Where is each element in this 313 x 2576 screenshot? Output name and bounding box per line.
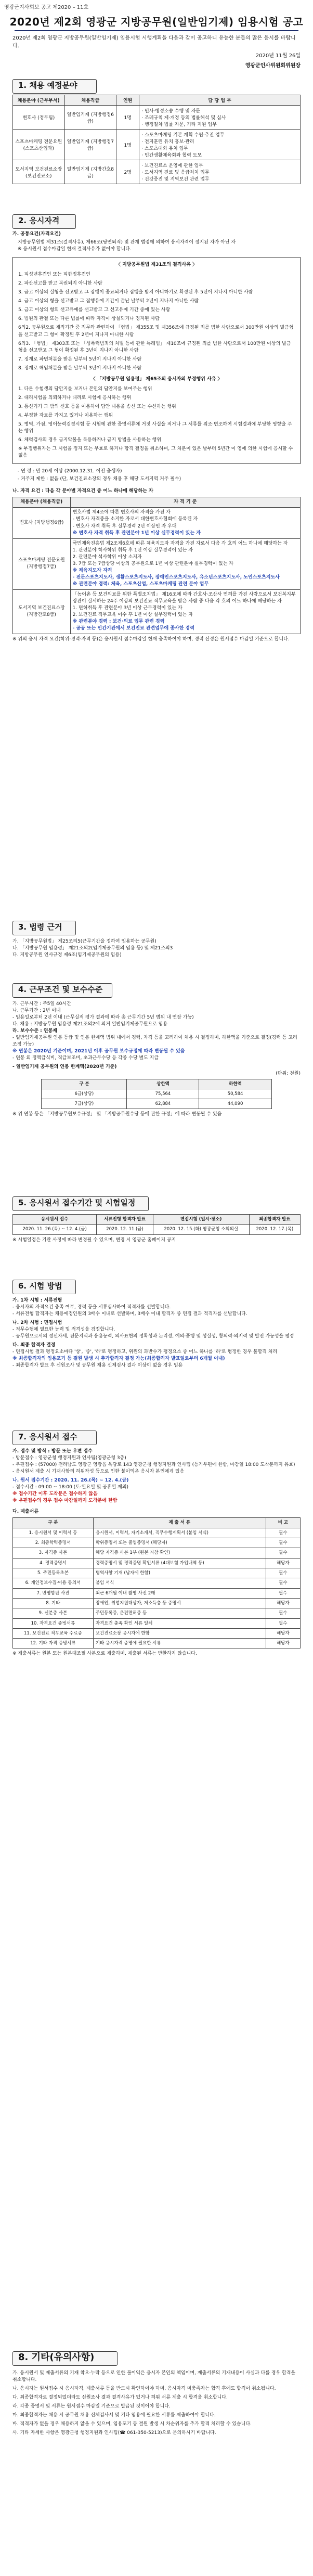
law-item: 나. 「지방공무원 임용령」 제21조의2(임기제공무원의 임용 등) 및 제21조의3: [12, 946, 173, 951]
doc-cell: 6. 개인정보수집·이용 동의서: [13, 1578, 94, 1588]
salary-detail: - 일반임기제공무원 연봉 등급 및 연봉 한계액 범위 내에서 경력, 자격 등을 고려하여 채용 시 결정하며, 하한액을 기준으로 결정(경력 등 고려 조정 가능): [12, 1035, 297, 1048]
law-item: 가. 「지방공무원법」 제25조의5(근무기간을 정하여 임용하는 공무원): [12, 939, 156, 944]
section-3-body: [12, 938, 301, 959]
table-row: [13, 1548, 301, 1558]
condition-line: 라. 보수수준 : 연봉제: [12, 1028, 57, 1034]
doc-cell: 필수: [266, 1588, 300, 1598]
section-5-title: 5. 응시원서 접수기간 및 시험일정: [12, 1196, 149, 1211]
doc-cell: 9. 신분증 사본: [13, 1608, 94, 1618]
salary-cell: 50,584: [199, 1089, 271, 1099]
disqualification-list: [18, 272, 295, 372]
qual-emph: ※ 변호사 자격 취득 후 관련분야 1년 이상 실무경력이 있는 자: [72, 530, 201, 536]
exam-emph: ※ 최종합격자의 임용포기 등 결원 발생 시 추가합격자 결정 가능(최종합격자 발표일로부터 6개월 이내): [12, 1356, 225, 1362]
caution-item: 라. 각종 증명서 및 서류는 원서접수 마감일 기준으로 발급된 것이어야 합니다.: [12, 2404, 171, 2410]
recruit-duties: · 스포츠마케팅 기본 계획 수립·추진 업무 · 전지훈련 유치 홍보·관리 · 스포츠대회 유치 업무 · 민간생활체육회와 협력 도모: [139, 130, 301, 160]
recruit-field: 도서지역 보건진료소장 (보건진료소): [13, 160, 65, 184]
doc-cell: 장애인, 취업지원대상자, 저소득층 등 증명서: [93, 1598, 266, 1608]
submission-emph: ※ 우편접수의 경우 접수 마감일까지 도착분에 한함: [12, 1498, 118, 1504]
salary-foot: ※ 위 연봉 등은 「지방공무원보수규정」 및 「지방공무원수당 등에 관한 규정」에 따라 변동될 수 있음: [12, 1112, 222, 1117]
list-item: 1. 피성년후견인 또는 피한정후견인: [18, 272, 90, 278]
qual-field: 도서지역 보건진료소장 (지방간호8급): [13, 589, 71, 634]
table-row: [13, 1528, 301, 1538]
doc-cell: 해당자: [266, 1639, 300, 1648]
salary-header: 하한액: [199, 1079, 271, 1089]
section-7-body: [12, 1448, 301, 1658]
table-row: [13, 1618, 301, 1628]
doc-cell: 병역사항 기재 (남자에 한함): [93, 1568, 266, 1578]
section-6-title: 6. 시험 방법: [12, 1280, 76, 1294]
doc-cell: 1. 응시원서 및 이력서 등: [13, 1528, 94, 1538]
list-item: 6의2. 공무원으로 재직기간 중 직무와 관련하여 「형법」 제355조 및 제356조에 규정된 죄를 범한 사람으로서 300만원 이상의 벌금형을 선고받고 그 형이 확정된 후 2년이 지나지 아니한 사람: [18, 325, 294, 338]
salary-header: 구 분: [42, 1079, 127, 1089]
announcement-number: 영광군지사회보 공고 제2020 – 11호: [4, 5, 89, 10]
exam-line: - 직무수행에 필요한 능력 및 적격성을 검정합니다.: [12, 1327, 115, 1333]
table-row: [13, 589, 301, 634]
table-row: [13, 1538, 301, 1548]
residence-requirement: - 거주지 제한 : 없음 (단, 보건진료소장의 경우 채용 후 해당 도서지역 거주 필수): [18, 476, 181, 482]
exam-line: - 면접시험 결과 평정요소마다 '상', '중', '하'로 평정하고, 위원의 과반수가 평정요소 중 어느 하나를 '하'로 평정한 경우 불합격 처리: [12, 1349, 278, 1355]
qual-cell: [70, 589, 300, 634]
announcement-date: 2020년 11월 26일: [255, 53, 301, 59]
disqualification-title: 〈 지방공무원법 제31조의 결격사유 〉: [115, 262, 198, 268]
list-item: 6. 법원의 판결 또는 다른 법률에 따라 자격이 상실되거나 정지된 사람: [18, 316, 160, 322]
schedule-header: 응시원서 접수: [13, 1215, 97, 1225]
documents-title: 다. 제출서류: [12, 1509, 39, 1515]
qual-emph: ※ 관련분야 경력 : 보건·의료 업무 관련 경력 - 공공 또는 민간기관에서 보건진료 관련업무에 종사한 경력: [72, 619, 194, 632]
doc-cell: 12. 기타 자격 증빙서류: [13, 1639, 94, 1648]
s2-ga-text: 지방공무원법 제31조(결격사유), 제66조(당연퇴직) 및 관계 법령에 의하여 응시자격이 정지된 자가 아닌 자 ※ 응시원서 접수마감일 현재 결격사유가 없어야 합니다.: [18, 240, 236, 252]
section-2-body: [12, 231, 301, 643]
schedule-cell: 2020. 12. 15.(화) 영광군청 소회의실: [153, 1225, 249, 1234]
qual-emph: ※ 체육지도자 자격 - 전문스포츠지도사, 생활스포츠지도사, 장애인스포츠지도사, 유소년스포츠지도사, 노인스포츠지도사 ※ 관련분야 경력: 체육, 스포츠산업, 스포츠마케팅 관련 분야 업무: [72, 568, 280, 587]
recruit-header-rank: 채용직급: [64, 95, 116, 106]
list-item: 5. 병역, 가점, 영어능력검정시험 등 시험에 관한 증명서류에 거짓 사실을 적거나 그 서류를 위조·변조하여 시험결과에 부당한 영향을 주는 행위: [18, 421, 292, 434]
qual-header-field: 채용분야 (채용직급): [13, 497, 71, 508]
section-8-title: 8. 기타(유의사항): [12, 2351, 118, 2366]
doc-cell: 7. 반명함판 사진: [13, 1588, 94, 1598]
doc-cell: 해당자: [266, 1628, 300, 1638]
schedule-table: [12, 1214, 301, 1235]
title-divider: [15, 30, 298, 31]
caution-item: 바. 적격자가 없을 경우 채용하지 않을 수 있으며, 임용포기 등 결원 발생 시 차순위자를 추가 합격 처리할 수 있습니다.: [12, 2422, 252, 2427]
list-item: 5. 금고 이상의 형의 선고유예를 선고받고 그 선고유예 기간 중에 있는 사람: [18, 307, 171, 313]
table-row: [13, 1558, 301, 1568]
misconduct-title: 〈 「지방공무원 임용령」 제65조의 응시자의 부정행위 사유 〉: [90, 376, 223, 382]
list-item: 2. 대리시험을 의뢰하거나 대리로 시험에 응시하는 행위: [18, 395, 132, 401]
salary-cell: 6급(상당): [42, 1089, 127, 1099]
list-item: 3. 통신기기 그 밖의 신호 등을 이용하여 답안 내용을 송신 또는 수신하는 행위: [18, 404, 176, 409]
recruit-rank: 일반임기제 (지방행정7급): [64, 130, 116, 160]
schedule-header: 면접시험 (일시·장소): [153, 1215, 249, 1225]
s2-na-title: 나. 자격 요건 : 다음 각 분야별 자격요건 중 어느 하나에 해당하는 자: [12, 488, 153, 494]
schedule-cell: 2020. 11. 26.(목) ~ 12. 4.(금): [13, 1225, 97, 1234]
table-row: [42, 1089, 271, 1099]
section-1-title: 1. 채용 예정분야: [12, 79, 97, 94]
age-requirement: - 연 령 : 만 20세 이상 (2000.12.31. 이전 출생자): [18, 469, 122, 474]
salary-sub: - 연봉 외 정액급식비, 직급보조비, 초과근무수당 등 각종 수당 별도 지급: [12, 1055, 159, 1061]
qual-cell: [70, 508, 300, 538]
list-item: 7. 징계로 파면처분을 받은 날부터 5년이 지나지 아니한 사람: [18, 356, 142, 362]
list-item: 6의3. 「형법」 제303조 또는 「성폭력범죄의 처벌 등에 관한 특례법」 제10조에 규정된 죄를 범한 사람으로서 100만원 이상의 벌금형을 선고받고 그 형이 확정된 후 3년이 지나지 아니한 사람: [18, 341, 291, 353]
table-row: [13, 106, 301, 130]
qual-text: 「농어촌 등 보건의료를 위한 특별조치법」 제16조에 따라 간호사·조산사 면허를 가진 사람으로서 보건복지부장관이 실시하는 24주 이상의 보건진료 직무교육을 받은 사람 중 다음 각 호의 어느 하나에 해당하는 자 1. 면허취득 후 관련분야 3년 이상 근무경력이 있는 자 2. 보건진료 직무교육 이수 후 1년 이상 실무경력이 있는 자: [72, 591, 296, 618]
submission-emph: ※ 접수기간 이후 도착분은 접수하지 않음: [12, 1491, 98, 1497]
qual-cell: [70, 538, 300, 589]
list-item: 3. 금고 이상의 실형을 선고받고 그 집행이 종료되거나 집행을 받지 아니하기로 확정된 후 5년이 지나지 아니한 사람: [18, 290, 253, 295]
recruit-table: [12, 95, 301, 184]
doc-header: 구 분: [13, 1518, 94, 1528]
qual-field: 스포츠마케팅 전문요원 (지방행정7급): [13, 538, 71, 589]
condition-line: 나. 근무기간 : 2년 이내: [12, 1008, 61, 1014]
recruit-duties: · 민사·행정소송 수행 및 자문 · 조례규칙 제·개정 등의 법률해석 및 심사 · 행정절차 법률 자문, 기타 지원 업무: [139, 106, 301, 130]
list-item: 8. 징계로 해임처분을 받은 날부터 3년이 지나지 아니한 사람: [18, 365, 142, 371]
table-row: [13, 1225, 301, 1234]
table-row: [13, 1608, 301, 1618]
salary-cell: 75,564: [127, 1089, 199, 1099]
recruit-table-wrapper: [12, 95, 301, 184]
exam-line: 나. 2차 시험 : 면접시험: [12, 1320, 62, 1326]
doc-cell: 주민등록증, 운전면허증 등: [93, 1608, 266, 1618]
list-item: 1. 다른 수험생의 답안지를 보거나 본인의 답안지를 보여주는 행위: [18, 386, 152, 392]
doc-header: 비 고: [266, 1518, 300, 1528]
recruit-duties: · 보건진료소 운영에 관한 업무 · 도서지역 진료 및 응급처치 업무 · 건강증진 및 지역보건 관련 업무: [139, 160, 301, 184]
recruit-rank: 일반임기제 (지방간호8급): [64, 160, 116, 184]
recruit-header-count: 인원: [116, 95, 139, 106]
exam-line: - 공무원으로서의 정신자세, 전문지식과 응용능력, 의사표현의 정확성과 논리성, 예의·품행 및 성실성, 창의력·의지력 및 발전 가능성을 평정: [12, 1334, 294, 1339]
salary-cell: 7급(상당): [42, 1099, 127, 1109]
documents-note: ※ 제출서류는 원본 또는 원본대조필 사본으로 제출하며, 제출된 서류는 반환하지 않습니다.: [12, 1651, 197, 1657]
section-4-body: [12, 1001, 301, 1118]
doc-cell: 필수: [266, 1528, 300, 1538]
recruit-header-field: 채용분야 (근무부서): [13, 95, 65, 106]
list-item: 4. 금고 이상의 형을 선고받고 그 집행유예 기간이 끝난 날부터 2년이 지나지 아니한 사람: [18, 299, 199, 304]
exam-line: - 서류전형 합격자는 채용예정인원의 3배수 이내로 선발하며, 3배수 이내 합격자 중 면접 결과 적격자를 선발합니다.: [12, 1311, 247, 1317]
submission-line: - 우편접수 : (57000) 전라남도 영광군 영광읍 옥당로 143 영광군청 행정지원과 인사팀 (등기우편에 한함, 마감일 18:00 도착분까지 유효): [12, 1462, 295, 1468]
documents-body: [13, 1528, 301, 1648]
doc-cell: 응시원서, 이력서, 자기소개서, 직무수행계획서 (붙임 서식): [93, 1528, 266, 1538]
doc-cell: 11. 보건진료 직무교육 수료증: [13, 1628, 94, 1638]
doc-cell: 2. 최종학력증명서: [13, 1538, 94, 1548]
salary-unit: (단위: 천원): [276, 1071, 301, 1077]
schedule-header: 서류전형 합격자 발표: [97, 1215, 153, 1225]
doc-cell: 필수: [266, 1538, 300, 1548]
table-row: [13, 1628, 301, 1638]
doc-cell: 학위증명서 또는 졸업증명서 (해당자): [93, 1538, 266, 1548]
doc-cell: 기타 응시자격 증명에 필요한 서류: [93, 1639, 266, 1648]
submission-line: - 방문접수 : 영광군청 행정지원과 인사팀(영광군청 3층): [12, 1456, 126, 1461]
exam-line: 다. 최종 합격자 결정: [12, 1343, 56, 1348]
list-item: 6. 체력검사의 경우 금지약물을 복용하거나 금지 방법을 사용하는 행위: [18, 437, 161, 443]
list-item: 4. 부정한 자료를 가지고 있거나 이용하는 행위: [18, 413, 113, 418]
condition-line: 다. 채용 : 지방공무원 임용령 제21조의2에 의거 일반임기제공무원으로 임용: [12, 1022, 168, 1027]
doc-cell: 보건진료소장 응시자에 한함: [93, 1628, 266, 1638]
table-row: [13, 1598, 301, 1608]
doc-cell: 해당자: [266, 1558, 300, 1568]
table-row: [13, 508, 301, 538]
doc-header: 제 출 서 류: [93, 1518, 266, 1528]
qual-text: 국민체육진흥법 제2조제6호에 따른 체육지도자 자격을 가진 자로서 다음 각 호의 어느 하나에 해당하는 자 1. 관련분야 학사학위 취득 후 1년 이상 실무경력이 있는 자 2. 관련분야 석사학위 이상 소지자 3. 7급 또는 7급상당 이상의 공무원으로 1년 이상 관련분야 실무경력이 있는 자: [72, 540, 288, 566]
submission-line: - 응시원서 제출 시 기재사항의 허위작성 등으로 인한 불이익은 응시자 본인에게 있음: [12, 1469, 185, 1475]
table-row: [13, 1639, 301, 1648]
doc-cell: 자격요건 충족 확인 서류 일체: [93, 1618, 266, 1628]
doc-cell: 필수: [266, 1568, 300, 1578]
section-4-title: 4. 근무조건 및 보수수준: [12, 983, 112, 998]
recruit-field: 변호사 (정무팀): [13, 106, 65, 130]
table-row: [13, 1568, 301, 1578]
caution-item: 가. 응시원서 및 제출서류의 기재 착오·누락 등으로 인한 불이익은 응시자 본인의 책임이며, 제출서류의 기재내용이 사실과 다를 경우 합격을 취소합니다.: [12, 2371, 296, 2383]
salary-emph: ※ 연봉은 2020년 기준이며, 2021년 이후 공무원 보수규정에 따라 변동될 수 있음: [12, 1049, 185, 1054]
caution-item: 나. 응시자는 원서접수 시 응시자격, 제출서류 등을 반드시 확인하여야 하며, 응시자격 미충족자는 합격 후에도 합격이 취소됩니다.: [12, 2386, 276, 2392]
doc-cell: 필수: [266, 1548, 300, 1558]
doc-cell: 해당 자격증 사본 1부 (원본 지참 확인): [93, 1548, 266, 1558]
condition-line: 가. 근무시간 : 주5일 40시간: [12, 1001, 71, 1007]
condition-line: - 임용일로부터 2년 이내 (근무실적 평가 결과에 따라 총 근무기간 5년 범위 내 연장 가능): [12, 1015, 194, 1021]
disqualification-box: [12, 257, 301, 464]
table-row: [13, 130, 301, 160]
exam-foot: - 최종합격자 발표 후 신원조사 및 공무원 채용 신체검사 결과 이상이 없을 경우 임용: [12, 1363, 183, 1369]
table-row: [13, 1588, 301, 1598]
list-item: 2. 파산선고를 받고 복권되지 아니한 사람: [18, 281, 102, 287]
recruit-header-duties: 담 당 업 무: [139, 95, 301, 106]
documents-table: [12, 1517, 301, 1648]
section-8-body: [12, 2370, 301, 2439]
exam-line: - 응시자의 자격요건 충족 여부, 경력 등을 서류심사하여 적격자를 선발합니다.: [12, 1305, 171, 1310]
salary-cell: 44,090: [199, 1099, 271, 1109]
section-3-title: 3. 법령 근거: [12, 921, 76, 935]
salary-header: 상한액: [127, 1079, 199, 1089]
qual-text: 변호사법 제4조에 따른 변호사의 자격을 가진 자 - 변호사 자격증을 소지한 자로서 대한변호사협회에 등록된 자 - 변호사 자격 취득 후 실무경력 2년 이상인 자 우대: [72, 510, 198, 529]
qual-field: 변호사 (지방행정6급): [13, 508, 71, 538]
doc-cell: 8. 기타: [13, 1598, 94, 1608]
schedule-cell: 2020. 12. 17.(목): [249, 1225, 300, 1234]
section-7-title: 7. 응시원서 접수: [12, 1431, 97, 1445]
page-title: 2020년 제2회 영광군 지방공무원(일반임기제) 임용시험 공고: [9, 16, 304, 28]
misconduct-list: [18, 386, 295, 444]
exam-line: 가. 1차 시험 : 서류전형: [12, 1298, 62, 1303]
intro-block: [12, 34, 301, 70]
qual-header-criteria: 자 격 기 준: [70, 497, 300, 508]
table-row: [13, 1578, 301, 1588]
doc-cell: 필수: [266, 1578, 300, 1588]
submission-ga: 가. 접수 및 방식 : 방문 또는 우편 접수: [12, 1449, 93, 1454]
section-5-body: [12, 1214, 301, 1244]
schedule-cell: 2020. 12. 11.(금): [97, 1225, 153, 1234]
law-item: 다. 지방공무원 인사규정 제6조(임기제공무원의 임용): [12, 952, 122, 958]
schedule-note: ※ 시험일정은 기관 사정에 따라 변경될 수 있으며, 변경 시 영광군 홈페이지 공지: [12, 1237, 176, 1243]
intro-text: 2020년 제2회 영광군 지방공무원(일반임기제) 임용시험 시행계획을 다음과 같이 공고하니 유능한 분들의 많은 응시를 바랍니다.: [12, 35, 296, 49]
doc-cell: 필수: [266, 1618, 300, 1628]
caution-item: 사. 기타 자세한 사항은 영광군청 행정지원과 인사팀(☎ 061-350-5213)으로 문의하시기 바랍니다.: [12, 2430, 216, 2436]
submission-na: 나. 원서 접수기간 : 2020. 11. 26.(목) ~ 12. 4.(금): [12, 1478, 129, 1484]
submission-hours: - 접수시간 : 09:00 ~ 18:00 (토·일요일 및 공휴일 제외): [12, 1485, 129, 1490]
table-row: [13, 160, 301, 184]
salary-cell: 62,884: [127, 1099, 199, 1109]
doc-cell: 최근 6개월 이내 촬영 사진 2매: [93, 1588, 266, 1598]
caution-item: 다. 최종합격자로 결정되었더라도 신원조사 결과 결격사유가 있거나 허위 서류 제출 시 합격을 취소합니다.: [12, 2395, 228, 2401]
doc-cell: 10. 자격요건 증빙서류: [13, 1618, 94, 1628]
doc-cell: 3. 자격증 사본: [13, 1548, 94, 1558]
salary-table-title: - 일반임기제 공무원의 연봉 한계액(2020년 기준): [12, 1064, 117, 1070]
table-row: [13, 538, 301, 589]
doc-cell: 5. 주민등록초본: [13, 1568, 94, 1578]
issuer: 영광군인사위원회위원장: [245, 63, 301, 69]
doc-cell: 해당자: [266, 1598, 300, 1608]
doc-cell: 필수: [266, 1608, 300, 1618]
salary-table: [41, 1079, 271, 1110]
table-row: [42, 1099, 271, 1109]
s2-ga-title: 가. 공통요건(자격요건): [12, 231, 61, 237]
schedule-header: 최종합격자 발표: [249, 1215, 300, 1225]
doc-cell: 붙임 서식: [93, 1578, 266, 1588]
recruit-rank: 일반임기제 (지방행정6급): [64, 106, 116, 130]
recruit-field: 스포츠마케팅 전문요원 (스포츠산업과): [13, 130, 65, 160]
recruit-count: 1명: [116, 130, 139, 160]
doc-cell: 경력증명서 및 경력증명 확인서류 (4대보험 가입내역 등): [93, 1558, 266, 1568]
section-6-body: [12, 1297, 301, 1369]
recruit-count: 1명: [116, 106, 139, 130]
section-2-title: 2. 응시자격: [12, 214, 76, 229]
doc-cell: 4. 경력증명서: [13, 1558, 94, 1568]
recruit-count: 2명: [116, 160, 139, 184]
caution-item: 마. 최종합격자는 채용 시 공무원 채용 신체검사서 및 기타 임용에 필요한 서류를 제출하여야 합니다.: [12, 2413, 216, 2418]
qualification-table: [12, 497, 301, 634]
qual-note: ※ 위의 응시 자격 요건(학위·경력·자격 등)은 응시원서 접수마감일 현재 충족하여야 하며, 경력 산정은 원서접수 마감일 기준으로 합니다.: [12, 637, 290, 642]
misconduct-note: ※ 부정행위자는 그 시험을 정지 또는 무효로 하거나 합격 결정을 취소하며, 그 처분이 있은 날부터 5년간 이 영에 의한 시험에 응시할 수 없음: [18, 446, 293, 459]
